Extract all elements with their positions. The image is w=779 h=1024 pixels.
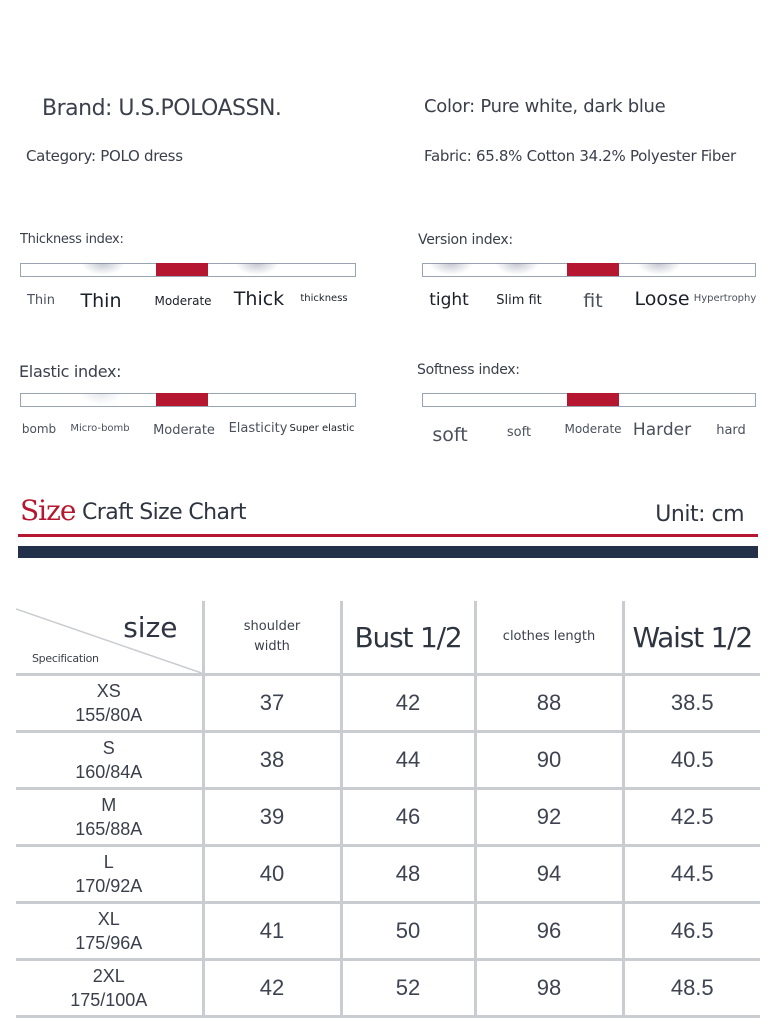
softness-label-3: Moderate [564, 422, 622, 436]
softness-index-title: Softness index: [417, 362, 520, 378]
softness-label-4: Harder [632, 420, 692, 440]
table-row [16, 846, 760, 903]
elastic-label-5: Super elastic [289, 423, 355, 434]
elastic-label-2: Micro-bomb [70, 423, 130, 434]
version-label-1: tight [429, 290, 469, 310]
thickness-index-title: Thickness index: [20, 232, 124, 247]
color-text: Color: Pure white, dark blue [424, 96, 666, 117]
value-cell: 98 [475, 960, 623, 1017]
table-row [16, 675, 760, 732]
table-row [16, 732, 760, 789]
softness-label-2: soft [506, 425, 532, 440]
value-cell: 48 [341, 846, 475, 903]
value-cell: 94 [475, 846, 623, 903]
table-row [16, 903, 760, 960]
value-cell: 52 [341, 960, 475, 1017]
softness-label-1: soft [432, 424, 468, 446]
thickness-index-fill [156, 263, 208, 276]
table-row [16, 789, 760, 846]
softness-label-5: hard [716, 423, 746, 438]
size-cell: L 170/92A [16, 846, 203, 903]
column-header-length: clothes length [475, 601, 623, 675]
header-red-line [18, 534, 758, 537]
version-index-title: Version index: [418, 232, 513, 248]
elastic-label-1: bomb [21, 422, 57, 436]
thickness-label-3: Moderate [154, 294, 212, 308]
fabric-text: Fabric: 65.8% Cotton 34.2% Polyester Fiber [424, 147, 736, 165]
value-cell: 92 [475, 789, 623, 846]
size-table [16, 601, 760, 1018]
value-cell: 44 [341, 732, 475, 789]
brand-text: Brand: U.S.POLOASSN. [42, 96, 282, 121]
version-index-bar [422, 263, 757, 312]
thickness-index [20, 232, 356, 312]
thickness-index-bar [20, 263, 356, 312]
elastic-index-title: Elastic index: [19, 362, 122, 381]
elastic-label-3: Moderate [153, 423, 215, 438]
value-cell: 38 [203, 732, 341, 789]
value-cell: 96 [475, 903, 623, 960]
size-word: Size [20, 494, 76, 527]
value-cell: 48.5 [623, 960, 760, 1017]
value-cell: 42 [203, 960, 341, 1017]
value-cell: 38.5 [623, 675, 760, 732]
corner-header-cell [16, 601, 203, 675]
value-cell: 44.5 [623, 846, 760, 903]
thickness-label-1: Thin [26, 293, 56, 308]
thickness-label-5: thickness [300, 293, 348, 304]
elastic-index-bar [20, 393, 356, 438]
value-cell: 88 [475, 675, 623, 732]
softness-index-bar [422, 393, 756, 446]
softness-index [417, 362, 758, 446]
value-cell: 39 [203, 789, 341, 846]
version-index [418, 232, 758, 312]
size-cell: XS 155/80A [16, 675, 203, 732]
thickness-label-4: Thick [233, 288, 285, 310]
value-cell: 46 [341, 789, 475, 846]
unit-label: Unit: cm [655, 502, 744, 527]
thickness-label-2: Thin [80, 290, 122, 312]
corner-spec-label: Specification [32, 652, 99, 665]
header-navy-bar [18, 546, 758, 558]
elastic-label-4: Elasticity [228, 421, 288, 436]
value-cell: 50 [341, 903, 475, 960]
value-cell: 42.5 [623, 789, 760, 846]
size-cell: M 165/88A [16, 789, 203, 846]
value-cell: 41 [203, 903, 341, 960]
value-cell: 90 [475, 732, 623, 789]
column-header-shoulder: shoulder width [203, 601, 341, 675]
value-cell: 42 [341, 675, 475, 732]
version-label-5: Hypertrophy [693, 293, 757, 304]
size-cell: S 160/84A [16, 732, 203, 789]
value-cell: 40 [203, 846, 341, 903]
value-cell: 37 [203, 675, 341, 732]
elastic-index [19, 362, 356, 442]
version-index-fill [567, 263, 619, 276]
softness-index-fill [567, 393, 619, 406]
size-chart-title: Craft Size Chart [82, 500, 246, 525]
corner-size-label: size [123, 611, 178, 644]
version-label-3: fit [583, 290, 603, 312]
value-cell: 46.5 [623, 903, 760, 960]
table-header-row [16, 601, 760, 675]
value-cell: 40.5 [623, 732, 760, 789]
column-header-bust: Bust 1/2 [341, 601, 475, 675]
category-text: Category: POLO dress [26, 147, 183, 165]
column-header-waist: Waist 1/2 [623, 601, 760, 675]
size-cell: XL 175/96A [16, 903, 203, 960]
table-row [16, 960, 760, 1017]
version-label-4: Loose [634, 288, 690, 310]
size-chart-header [18, 494, 758, 540]
version-label-2: Slim fit [496, 293, 542, 308]
elastic-index-fill [156, 393, 208, 406]
size-cell: 2XL 175/100A [16, 960, 203, 1017]
